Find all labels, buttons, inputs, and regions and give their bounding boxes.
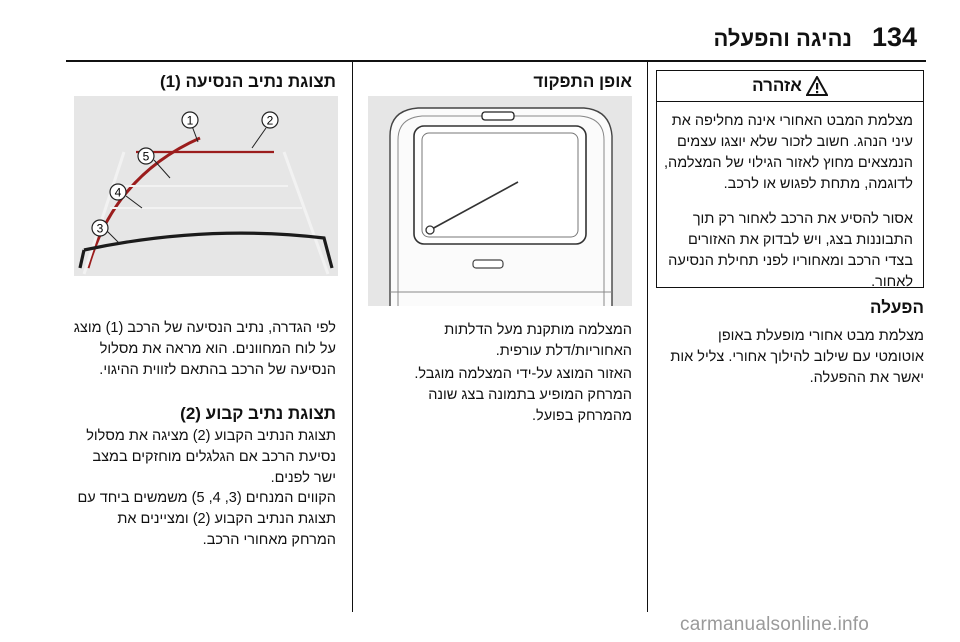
column-divider-left [352, 62, 353, 612]
rear-door-camera-figure [368, 96, 632, 306]
activation-heading: הפעלה [870, 298, 924, 317]
watermark: carmanualsonline.info [680, 614, 870, 635]
warning-header [657, 71, 923, 102]
page-number: 134 [872, 22, 918, 52]
path-display-heading: תצוגת נתיב הנסיעה (1) [159, 72, 336, 91]
callout-1: 1 [186, 113, 194, 128]
guide-lines-drawing [74, 96, 338, 276]
function-heading: אופן התפקוד [533, 72, 632, 91]
guide-lines-figure [74, 96, 338, 276]
fixed-path-heading: תצוגת נתיב קבוע (2) [180, 404, 336, 423]
callout-4: 4 [114, 185, 122, 200]
column-divider-right [647, 62, 648, 612]
function-paragraph-2: האזור המוצג על-ידי המצלמה מוגבל. המרחק המופיע בתמונה בצג שונה מהמרחק בפועל. [414, 366, 632, 424]
activation-text: מצלמת מבט אחורי מופעלת באופן אוטומטי עם שילוב להילוך אחורי. צליל אות יאשר את ההפעלה. [670, 328, 924, 386]
warning-triangle-icon [806, 76, 828, 96]
function-paragraph-1: המצלמה מותקנת מעל הדלתות האחוריות/דלת עורפית. [444, 322, 632, 359]
page-title: נהיגה והפעלה [713, 26, 852, 51]
guide-lines-paragraph: הקווים המנחים (3, 4, 5) משמשים ביחד עם תצוגת הנתיב הקבוע (2) ומציינים את המרחק מאחורי הרכב. [77, 490, 336, 548]
path-display-paragraph: לפי הגדרה, נתיב הנסיעה של הרכב (1) מוצג על לוח המחוונים. הוא מראה את מסלול הנסיעה של הרכב בהתאם לזווית ההיגוי. [73, 320, 336, 378]
warning-box [656, 70, 924, 288]
callout-5: 5 [142, 149, 150, 164]
warning-paragraph-1: מצלמת המבט האחורי אינה מחליפה את עיני הנהג. חשוב לזכור שלא יוצגו עצמים הנמצאים מחוץ לאזור הגילוי של המצלמה, לדוגמה, מתחת לפגוש או לרכב. [663, 113, 913, 192]
fixed-path-paragraph: תצוגת הנתיב הקבוע (2) מציגה את מסלול נסיעת הרכב אם הגלגלים מוחזקים במצב ישר לפנים. [86, 428, 336, 486]
callout-3: 3 [96, 221, 104, 236]
rear-door-drawing [368, 96, 632, 306]
warning-title: אזהרה [752, 76, 802, 95]
warning-paragraph-2: אסור להסיע את הרכב לאחור רק תוך התבוננות בצג, ויש לבדוק את האזורים בצדי הרכב ומאחוריו לפני תחילת הנסיעה לאחור. [668, 211, 913, 290]
callout-2: 2 [266, 113, 274, 128]
header-divider [66, 60, 926, 62]
